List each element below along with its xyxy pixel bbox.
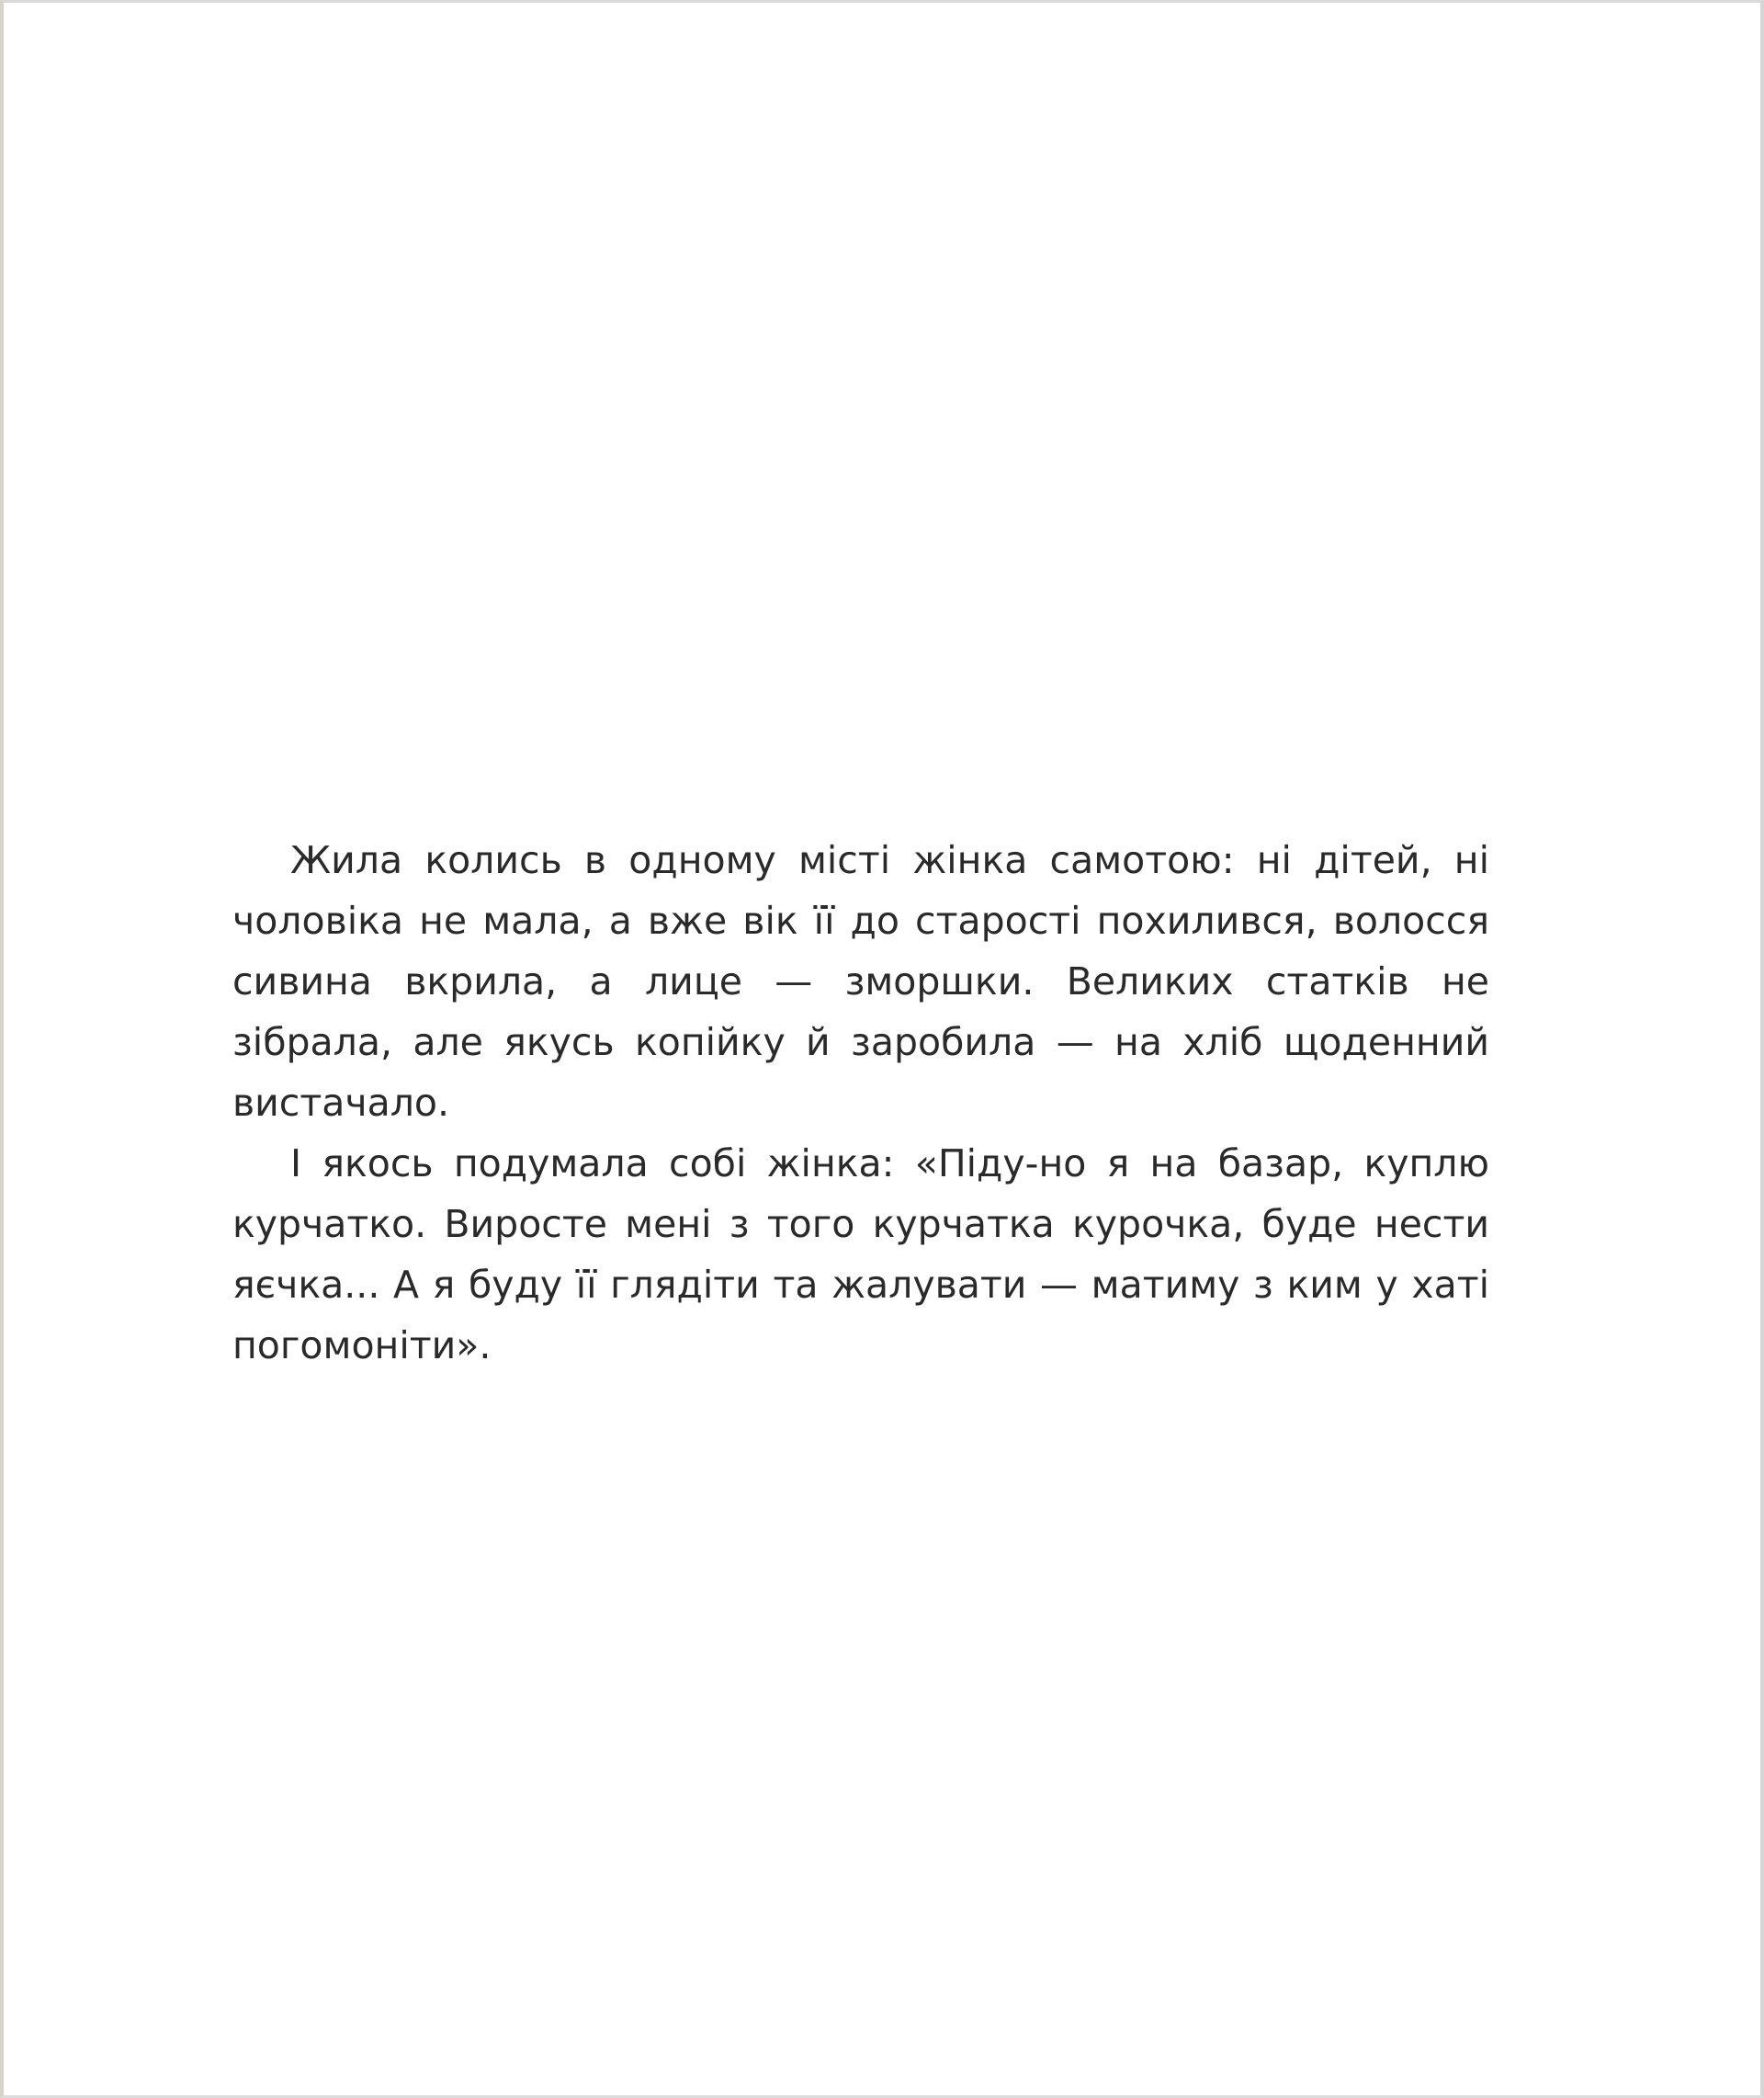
paragraph-2: І якось подумала собі жінка: «Піду-но я на базар, куплю курчатко. Виросте мені з того курчатка курочка, буде нести яєчка... А я буду її глядіти та жалувати — матиму з ким у хаті погомоніти».: [232, 1141, 1489, 1367]
paragraph-1: Жила колись в одному місті жінка самотою: ні дітей, ні чоловіка не мала, а вже вік її до старості похилився, волосся сивина вкрила, а лице — зморшки. Великих статків не зібрала, але якусь копійку й заробила — на хліб щоденний вистачало.: [232, 838, 1489, 1125]
story-text: [232, 830, 1489, 1376]
